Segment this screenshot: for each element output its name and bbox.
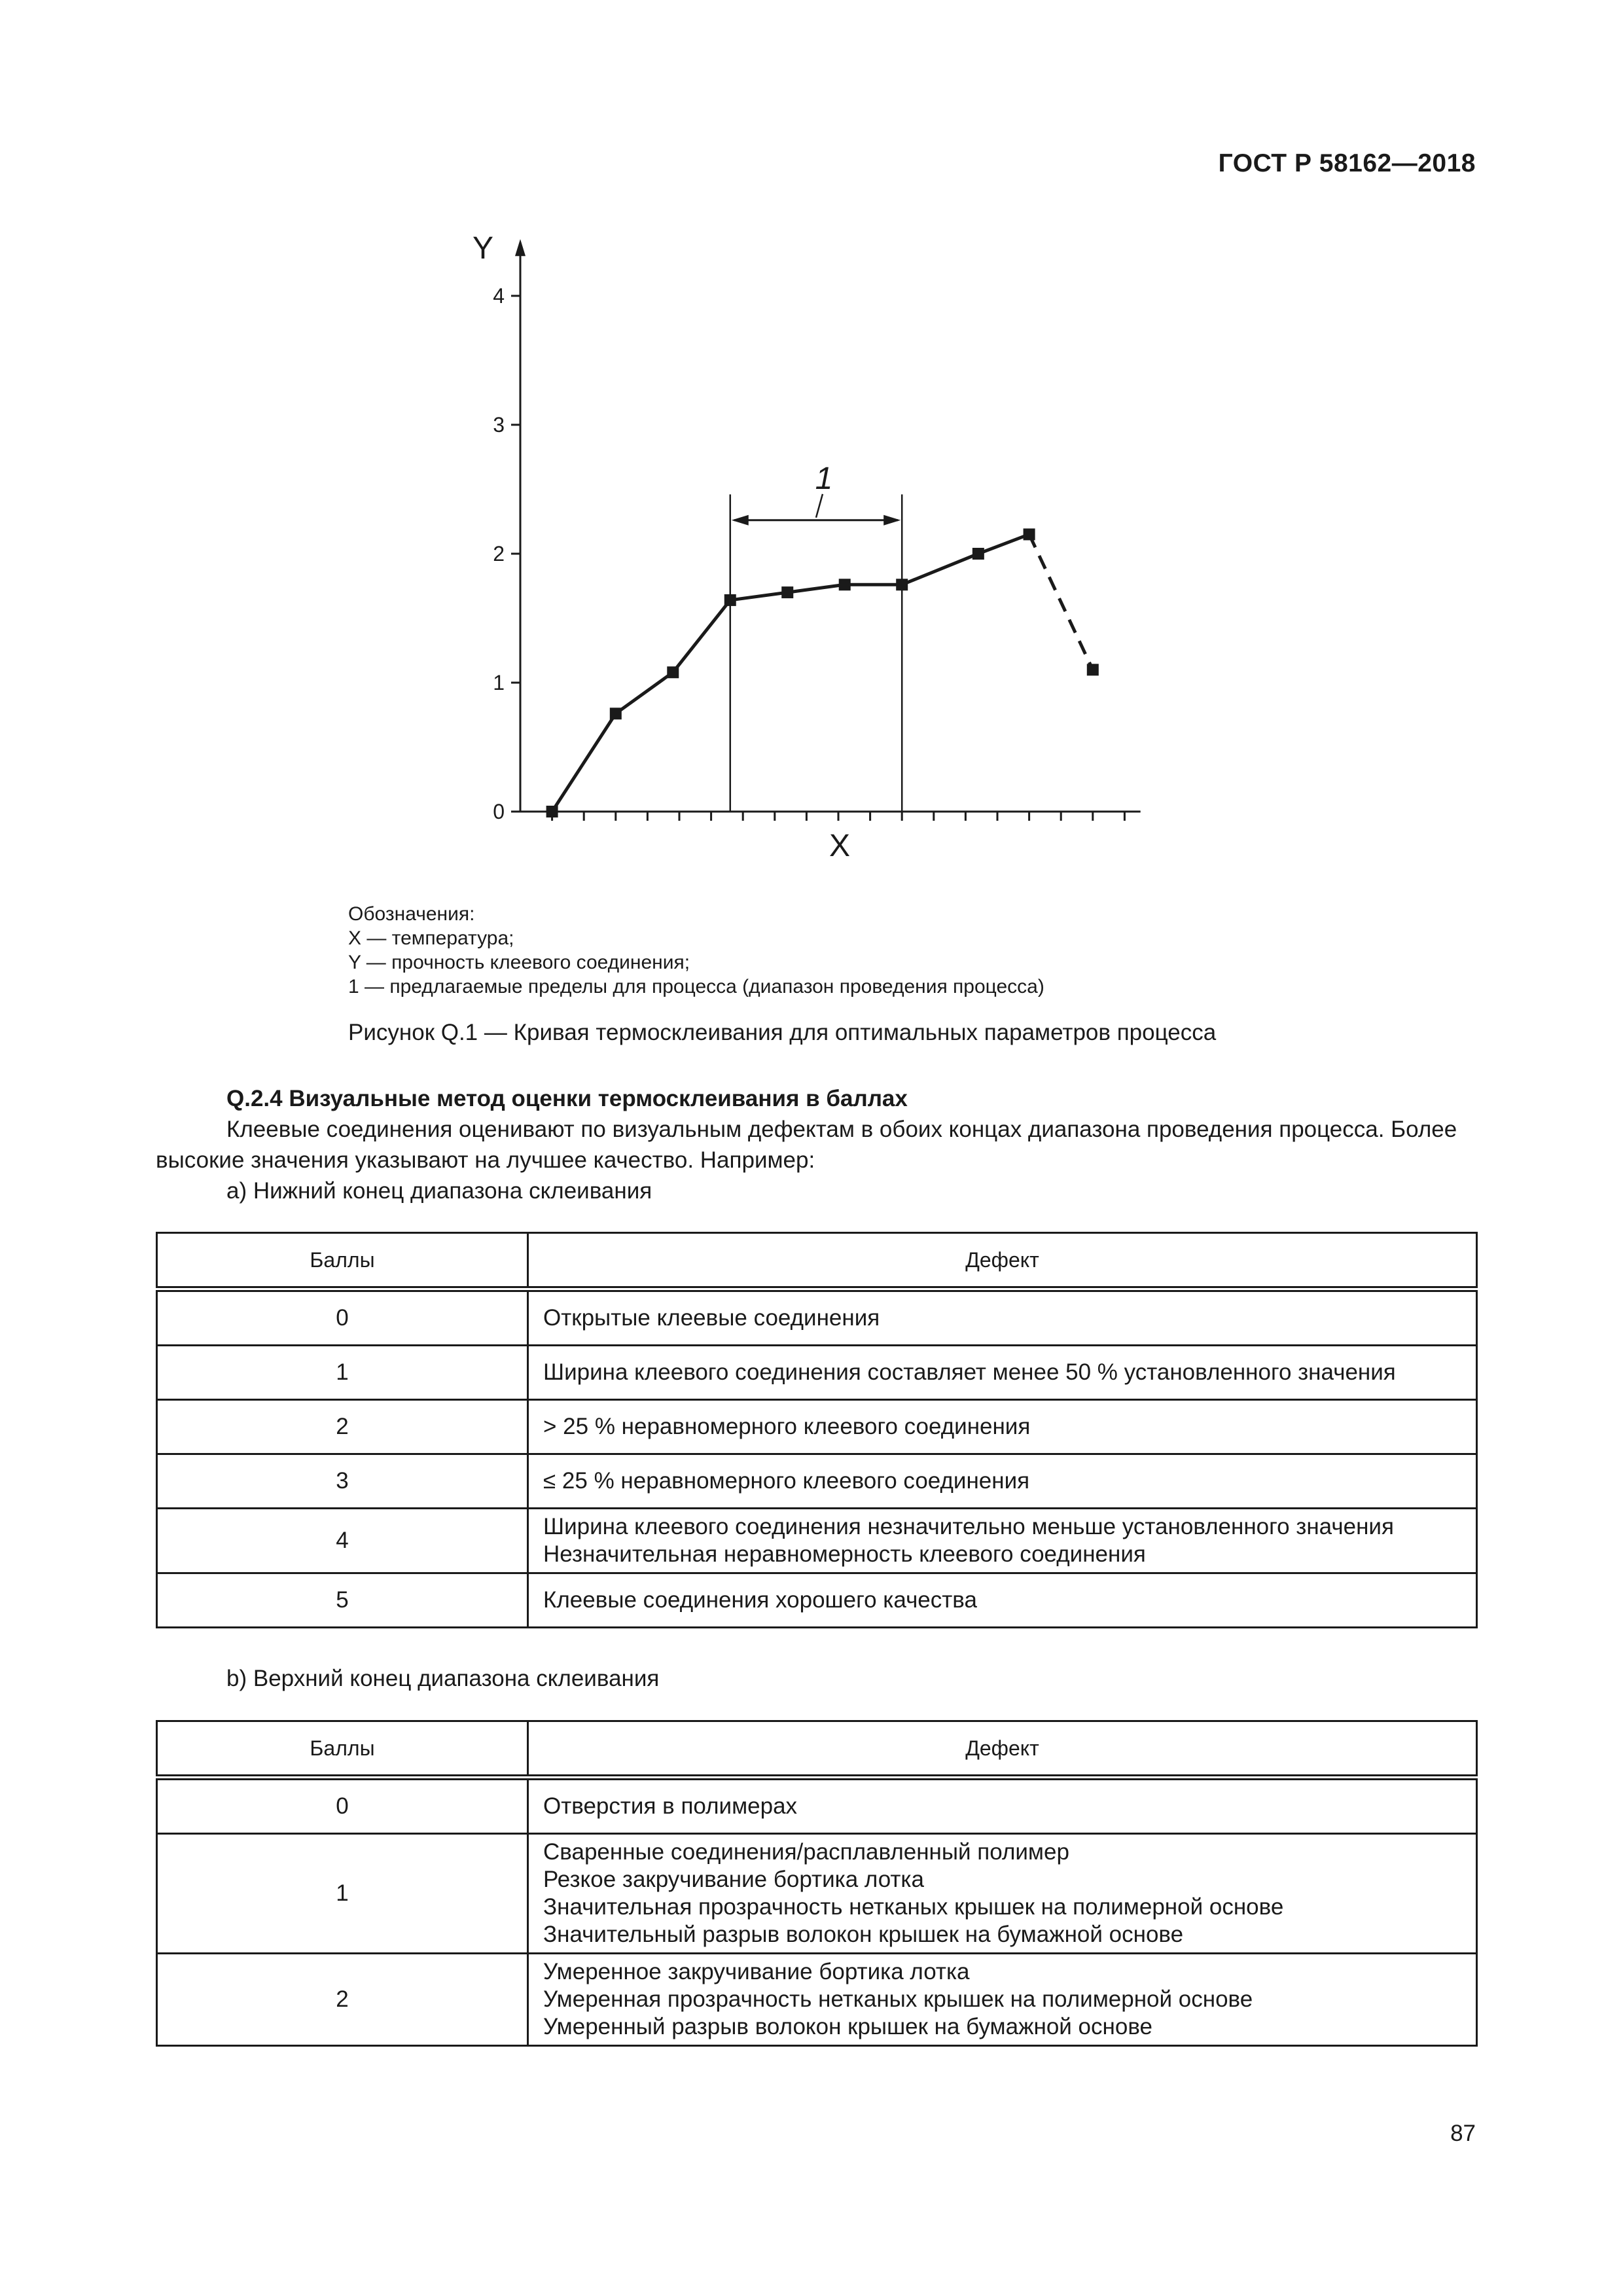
table-row: [157, 1573, 1477, 1628]
sub-heading-b: b) Верхний конец диапазона склеивания: [226, 1666, 660, 1691]
data-point: [896, 579, 908, 590]
score-cell: 0: [157, 1289, 528, 1346]
range-arrow-right: [883, 515, 901, 526]
score-cell: 1: [157, 1834, 528, 1954]
score-cell: 3: [157, 1454, 528, 1509]
series-line-solid: [552, 534, 1029, 812]
chart-axes: [493, 239, 1140, 823]
table-upper-end: [156, 1720, 1478, 2047]
defect-cell: Ширина клеевого соединения составляет менее 50 % установленного значения: [528, 1346, 1477, 1400]
table-header-row: [157, 1233, 1477, 1289]
defect-cell: Открытые клеевые соединения: [528, 1289, 1477, 1346]
data-point: [781, 586, 793, 598]
defect-cell: Сваренные соединения/расплавленный полимер Резкое закручивание бортика лотка Значительная прозрачность нетканых крышек на полимерной основе Значительный разрыв волокон крышек на бумажной основе: [528, 1834, 1477, 1954]
table-row: [157, 1834, 1477, 1954]
data-point: [1087, 664, 1099, 675]
legend-item-x: X — температура;: [348, 927, 514, 949]
table-row: [157, 1346, 1477, 1400]
score-cell: 2: [157, 1954, 528, 2046]
y-axis-arrow: [515, 239, 526, 256]
table-row: [157, 1289, 1477, 1346]
column-header-score: Баллы: [157, 1233, 528, 1289]
figure-caption: Рисунок Q.1 — Кривая термосклеивания для оптимальных параметров процесса: [348, 1020, 1217, 1045]
data-point: [724, 594, 736, 606]
thermo-sealing-curve-chart: [0, 0, 1623, 916]
score-cell: 5: [157, 1573, 528, 1628]
y-tick-label: 3: [493, 413, 505, 437]
legend-item-1: 1 — предлагаемые пределы для процесса (диапазон проведения процесса): [348, 976, 1044, 997]
defect-cell: Умеренное закручивание бортика лотка Умеренная прозрачность нетканых крышек на полимерной основе Умеренный разрыв волокон крышек на бумажной основе: [528, 1954, 1477, 2046]
column-header-score: Баллы: [157, 1721, 528, 1778]
page-number: 87: [1450, 2121, 1476, 2146]
table-row: [157, 1454, 1477, 1509]
data-point: [546, 806, 558, 817]
x-axis-label: X: [829, 829, 851, 863]
table-row: [157, 1509, 1477, 1573]
chart-series: [546, 528, 1099, 817]
defect-cell: Клеевые соединения хорошего качества: [528, 1573, 1477, 1628]
y-tick-label: 0: [493, 800, 505, 823]
legend-title: Обозначения:: [348, 903, 475, 925]
y-tick-label: 1: [493, 671, 505, 694]
table-lower-end: [156, 1232, 1478, 1628]
defect-cell: ≤ 25 % неравномерного клеевого соединения: [528, 1454, 1477, 1509]
score-cell: 0: [157, 1778, 528, 1834]
table-row: [157, 1400, 1477, 1454]
column-header-defect: Дефект: [528, 1721, 1477, 1778]
column-header-defect: Дефект: [528, 1233, 1477, 1289]
standard-number: ГОСТ Р 58162—2018: [1218, 149, 1476, 177]
series-line-dashed: [1029, 534, 1093, 670]
score-cell: 2: [157, 1400, 528, 1454]
sub-heading-a: a) Нижний конец диапазона склеивания: [226, 1178, 652, 1204]
y-tick-label: 2: [493, 542, 505, 565]
range-label: 1: [815, 461, 833, 496]
process-range-annotation: [730, 461, 902, 812]
defect-cell: Ширина клеевого соединения незначительно меньше установленного значения Незначительная неравномерность клеевого соединения: [528, 1509, 1477, 1573]
section-q24: [156, 1083, 1478, 1206]
defect-cell: > 25 % неравномерного клеевого соединения: [528, 1400, 1477, 1454]
table-row: [157, 1954, 1477, 2046]
data-point: [667, 666, 679, 678]
table-header-row: [157, 1721, 1477, 1778]
range-arrow-left: [732, 515, 749, 526]
range-leader: [816, 494, 823, 518]
y-axis-label: Y: [472, 231, 494, 266]
data-point: [839, 579, 851, 590]
section-paragraph: Клеевые соединения оценивают по визуальным дефектам в обоих концах диапазона проведения процесса. Более высокие значения указывают на лучшее качество. Например:: [156, 1117, 1457, 1173]
data-point: [610, 708, 622, 719]
data-point: [1024, 528, 1035, 540]
legend-item-y: Y — прочность клеевого соединения;: [348, 952, 690, 973]
data-point: [972, 548, 984, 560]
score-cell: 1: [157, 1346, 528, 1400]
defect-cell: Отверстия в полимерах: [528, 1778, 1477, 1834]
table-row: [157, 1778, 1477, 1834]
score-cell: 4: [157, 1509, 528, 1573]
figure-legend: [348, 902, 1044, 999]
section-heading: Q.2.4 Визуальные метод оценки термосклеивания в баллах: [226, 1086, 908, 1111]
y-tick-label: 4: [493, 284, 505, 308]
